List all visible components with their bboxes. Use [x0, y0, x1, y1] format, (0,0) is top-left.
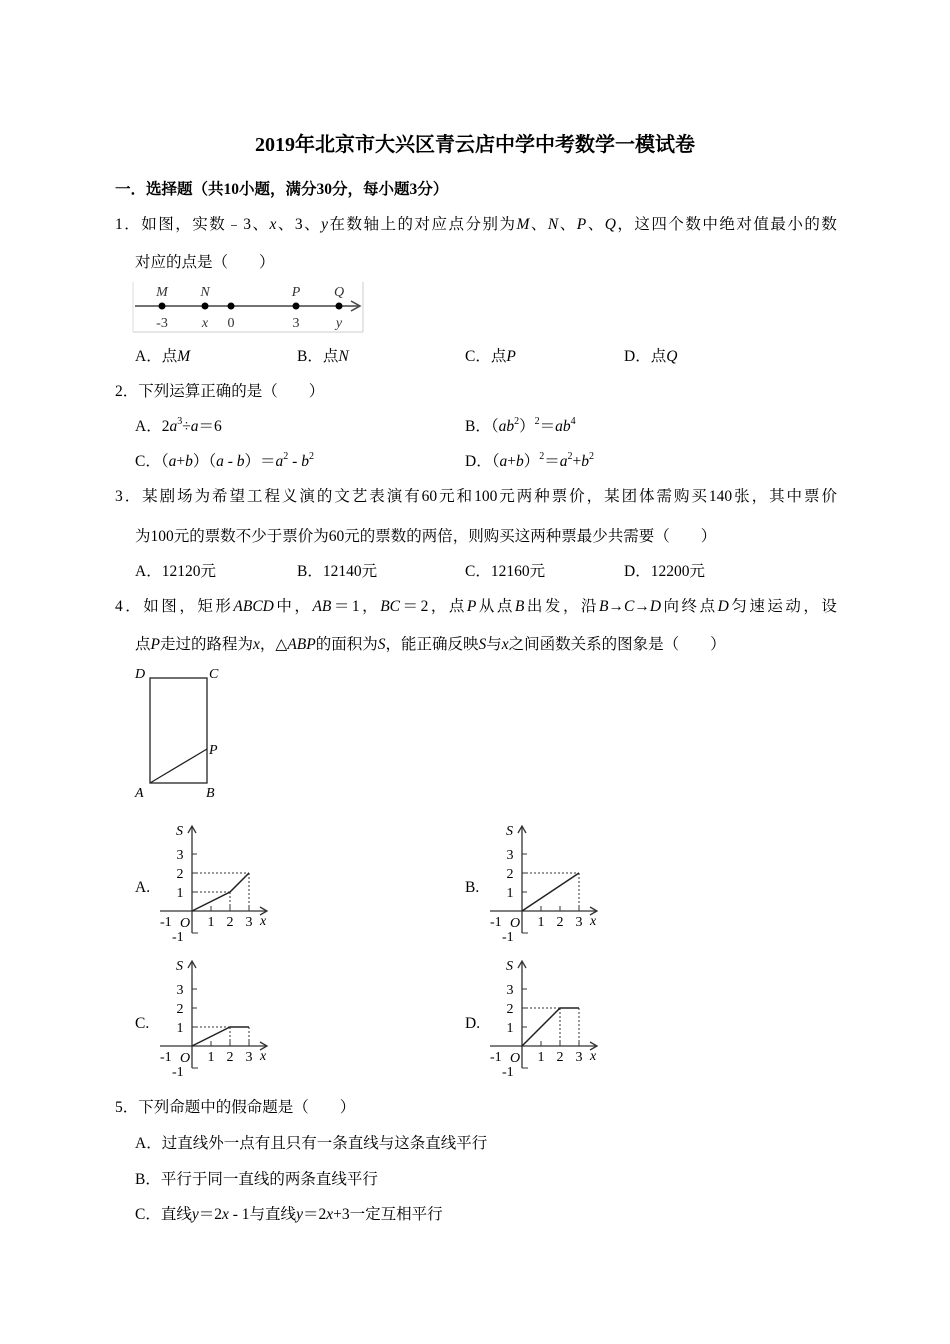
math-variable: M	[516, 216, 530, 233]
math-variable: b	[185, 453, 193, 470]
math-variable: P	[466, 598, 477, 615]
text-segment: B．（	[465, 418, 499, 435]
math-variable: N	[547, 216, 559, 233]
function-line	[192, 1027, 249, 1046]
q3-stem-line1	[115, 487, 837, 507]
origin-label: O	[180, 916, 191, 931]
math-variable: N	[338, 348, 349, 365]
text-segment: +	[176, 453, 186, 470]
text-segment: 、3、	[276, 216, 322, 233]
neg-y-label: -1	[172, 930, 184, 945]
segment-ap	[150, 749, 207, 783]
text-segment: C．直线	[135, 1206, 192, 1223]
math-variable: Q	[666, 348, 678, 365]
text-segment: ）（	[192, 453, 217, 470]
text-segment: ＝2，点	[400, 598, 467, 615]
q4-option-d-label[interactable]: D.	[465, 1015, 481, 1032]
superscript: 2	[588, 451, 594, 462]
x-tick-label: 1	[537, 1050, 545, 1065]
text-segment: ）	[523, 453, 540, 470]
q3-option-c[interactable]	[465, 562, 545, 582]
text-segment: 的面积为	[315, 636, 378, 653]
math-variable: x	[501, 636, 509, 653]
math-variable: ab	[498, 418, 515, 435]
text-segment: -	[288, 453, 302, 470]
x-tick-label: 3	[575, 915, 583, 930]
neg-y-label: -1	[502, 930, 514, 945]
text-segment: D．点	[624, 348, 667, 365]
neg-x-label: -1	[490, 1050, 502, 1065]
y-tick-label: 3	[176, 848, 184, 863]
x-tick-label: 1	[537, 915, 545, 930]
text-segment: -	[223, 453, 237, 470]
text-segment: 为100元的票数不少于票价为60元的票数的两倍，则购买这两种票最少共需要（ ）	[135, 528, 717, 545]
label-d: D	[135, 667, 146, 682]
math-variable: ABP	[287, 636, 316, 653]
q2-option-b[interactable]	[465, 417, 576, 437]
y-tick-label: 2	[506, 867, 514, 882]
y-tick-label: 2	[176, 1002, 184, 1017]
text-segment: 、	[586, 216, 605, 233]
text-segment: B．点	[297, 348, 339, 365]
number-line-figure	[133, 282, 365, 334]
q1-stem-line1	[115, 215, 837, 235]
math-variable: b	[301, 453, 309, 470]
number-line-point	[293, 303, 300, 310]
point-name: P	[291, 285, 301, 300]
math-variable: Q	[604, 216, 616, 233]
q1-option-d[interactable]	[624, 347, 677, 367]
graph-option-b[interactable]	[490, 823, 602, 945]
text-segment: ＝6	[198, 418, 222, 435]
superscript: 2	[534, 416, 540, 427]
text-segment: 向终点	[661, 598, 718, 615]
q5-stem	[115, 1098, 355, 1118]
rectangle-figure	[130, 662, 230, 802]
text-segment: 2．下列运算正确的是（ ）	[115, 383, 325, 400]
q3-option-d[interactable]	[624, 562, 705, 582]
superscript: 4	[570, 416, 576, 427]
math-variable: P	[506, 348, 516, 365]
text-segment: 中，	[273, 598, 313, 615]
text-segment: +	[572, 453, 582, 470]
text-segment: D．12200元	[624, 563, 705, 580]
superscript: 2	[539, 451, 545, 462]
label-a: A	[135, 786, 144, 801]
q5-option-a[interactable]	[135, 1134, 487, 1154]
text-segment: - 1与直线	[228, 1206, 297, 1223]
math-variable: x	[326, 1206, 334, 1223]
math-variable: a	[168, 453, 177, 470]
y-tick-label: 2	[176, 867, 184, 882]
q5-option-c[interactable]	[135, 1205, 443, 1225]
text-segment: ＝	[539, 418, 556, 435]
text-segment: →	[608, 598, 624, 615]
x-axis-label: x	[260, 914, 267, 929]
text-segment: ，能正确反映	[385, 636, 479, 653]
label-p: P	[209, 743, 218, 758]
q3-stem-line2	[135, 527, 716, 547]
text-segment: 与	[486, 636, 502, 653]
math-variable: a	[190, 418, 199, 435]
math-variable: a	[559, 453, 568, 470]
q5-option-b[interactable]	[135, 1170, 378, 1190]
q1-option-c[interactable]	[465, 347, 516, 367]
text-segment: 3．某剧场为希望工程义演的文艺表演有60元和100元两种票价，某团体需购买140张，其中票价	[115, 488, 837, 505]
math-variable: a	[216, 453, 224, 470]
section-header: 一．选择题（共10小题，满分30分，每小题3分）	[115, 181, 449, 198]
number-line-point	[202, 303, 209, 310]
text-segment: →	[634, 598, 650, 615]
math-variable: D	[717, 598, 729, 615]
point-value: x	[201, 316, 209, 331]
q4-stem-line1	[115, 597, 837, 617]
neg-x-label: -1	[160, 915, 172, 930]
math-variable: C	[623, 598, 635, 615]
point-name: N	[200, 285, 210, 300]
label-c: C	[209, 667, 219, 682]
q2-option-c[interactable]	[135, 452, 314, 472]
origin-label: O	[510, 916, 521, 931]
math-variable: a	[169, 418, 178, 435]
text-segment: A．2	[135, 418, 170, 435]
origin-label: O	[510, 1051, 521, 1066]
q1-option-b[interactable]	[297, 347, 349, 367]
math-variable: S	[377, 636, 386, 653]
math-variable: b	[236, 453, 245, 470]
superscript: 2	[283, 451, 289, 462]
neg-x-label: -1	[160, 1050, 172, 1065]
math-variable: B	[514, 598, 525, 615]
math-variable: y	[296, 1206, 303, 1223]
y-tick-label: 3	[506, 983, 514, 998]
q4-stem-line2	[135, 635, 726, 655]
text-segment: ＝2	[198, 1206, 222, 1223]
x-tick-label: 3	[575, 1050, 583, 1065]
x-tick-label: 2	[556, 915, 564, 930]
math-variable: x	[222, 1206, 229, 1223]
text-segment: 点	[135, 636, 151, 653]
text-segment: B．12140元	[297, 563, 378, 580]
text-segment: C．点	[465, 348, 507, 365]
text-segment: 从点	[476, 598, 515, 615]
text-segment: 、	[558, 216, 577, 233]
x-tick-label: 3	[245, 915, 253, 930]
math-variable: ABCD	[233, 598, 274, 615]
text-segment: A．过直线外一点有且只有一条直线与这条直线平行	[135, 1135, 488, 1152]
page-title: 2019年北京市大兴区青云店中学中考数学一模试卷	[255, 134, 695, 156]
text-segment: 4．如图，矩形	[115, 598, 234, 615]
text-segment: ÷	[182, 418, 191, 435]
y-axis-label: S	[176, 959, 183, 974]
number-line-point	[336, 303, 343, 310]
neg-y-label: -1	[172, 1065, 184, 1080]
math-variable: P	[576, 216, 587, 233]
math-variable: S	[478, 636, 487, 653]
y-tick-label: 2	[506, 1002, 514, 1017]
text-segment: ，△	[259, 636, 288, 653]
text-segment: 、	[529, 216, 548, 233]
q4-option-c-label[interactable]: C.	[135, 1015, 150, 1032]
text-segment: ＝1，	[331, 598, 381, 615]
neg-x-label: -1	[490, 915, 502, 930]
x-tick-label: 2	[556, 1050, 564, 1065]
math-variable: y	[191, 1206, 199, 1223]
q1-option-a[interactable]	[135, 347, 190, 367]
label-b: B	[206, 786, 215, 801]
math-variable: a	[275, 453, 284, 470]
text-segment: +3一定互相平行	[333, 1206, 443, 1223]
text-segment: C．（	[135, 453, 169, 470]
x-axis-label: x	[590, 914, 597, 929]
x-axis-label: x	[590, 1049, 597, 1064]
text-segment: 对应的点是（ ）	[135, 254, 275, 271]
text-segment: 之间函数关系的图象是（ ）	[508, 636, 726, 653]
neg-y-label: -1	[502, 1065, 514, 1080]
math-variable: P	[150, 636, 160, 653]
text-segment: ）	[519, 418, 535, 435]
q2-stem	[115, 382, 324, 402]
math-variable: ab	[555, 418, 571, 435]
y-tick-label: 1	[506, 1021, 514, 1036]
text-segment: B．平行于同一直线的两条直线平行	[135, 1171, 378, 1188]
q2-option-d[interactable]	[465, 452, 594, 472]
x-tick-label: 2	[226, 915, 234, 930]
math-variable: y	[321, 216, 329, 233]
q3-option-a[interactable]	[135, 562, 216, 582]
graph-option-a[interactable]	[160, 823, 272, 945]
y-tick-label: 1	[176, 1021, 184, 1036]
math-variable: b	[515, 453, 524, 470]
text-segment: C．12160元	[465, 563, 546, 580]
math-variable: b	[581, 453, 589, 470]
text-segment: 走过的路程为	[159, 636, 253, 653]
x-axis-label: x	[260, 1049, 267, 1064]
q2-option-a[interactable]	[135, 417, 222, 437]
q4-option-b-label[interactable]: B.	[465, 879, 480, 896]
math-variable: x	[269, 216, 277, 233]
superscript: 2	[567, 451, 573, 462]
math-variable: M	[177, 348, 191, 365]
q1-stem-line2	[135, 253, 275, 273]
number-line-point	[228, 303, 235, 310]
y-axis-label: S	[506, 959, 513, 974]
text-segment: ＝	[544, 453, 560, 470]
point-name: M	[156, 285, 168, 300]
origin-label: O	[180, 1051, 191, 1066]
y-axis-label: S	[176, 824, 183, 839]
function-line	[522, 873, 579, 911]
text-segment: 出发，沿	[524, 598, 599, 615]
point-value: 3	[292, 316, 300, 331]
graph-option-d[interactable]	[490, 958, 602, 1080]
text-segment: 在数轴上的对应点分别为	[328, 216, 517, 233]
graph-option-c[interactable]	[160, 958, 272, 1080]
superscript: 3	[177, 416, 183, 427]
rectangle-abcd	[150, 678, 207, 783]
text-segment: 匀速运动，设	[728, 598, 837, 615]
text-segment: A．点	[135, 348, 178, 365]
text-segment: ，这四个数中绝对值最小的数	[615, 216, 837, 233]
math-variable: x	[253, 636, 260, 653]
text-segment: 5．下列命题中的假命题是（ ）	[115, 1099, 356, 1116]
x-tick-label: 2	[226, 1050, 234, 1065]
y-tick-label: 1	[176, 886, 184, 901]
math-variable: a	[499, 453, 508, 470]
x-tick-label: 1	[207, 1050, 215, 1065]
point-name: Q	[333, 285, 345, 300]
math-variable: BC	[380, 598, 401, 615]
math-variable: B	[599, 598, 609, 615]
q3-option-b[interactable]	[297, 562, 377, 582]
text-segment: D．（	[465, 453, 500, 470]
superscript: 2	[308, 451, 314, 462]
y-tick-label: 3	[506, 848, 514, 863]
y-tick-label: 1	[506, 886, 514, 901]
y-tick-label: 3	[176, 983, 184, 998]
math-variable: D	[649, 598, 662, 615]
text-segment: A．12120元	[135, 563, 216, 580]
text-segment: ）＝	[244, 453, 276, 470]
number-line-point	[159, 303, 166, 310]
x-tick-label: 1	[207, 915, 215, 930]
text-segment: 1．如图，实数﹣3、	[115, 216, 270, 233]
text-segment: ＝2	[302, 1206, 327, 1223]
point-value: y	[335, 316, 343, 331]
point-value: 0	[227, 316, 235, 331]
text-segment: +	[507, 453, 516, 470]
x-tick-label: 3	[245, 1050, 253, 1065]
y-axis-label: S	[506, 824, 513, 839]
point-value: -3	[156, 316, 168, 331]
math-variable: AB	[312, 598, 332, 615]
q4-option-a-label[interactable]: A.	[135, 879, 151, 896]
superscript: 2	[514, 416, 520, 427]
function-line	[522, 1008, 579, 1046]
